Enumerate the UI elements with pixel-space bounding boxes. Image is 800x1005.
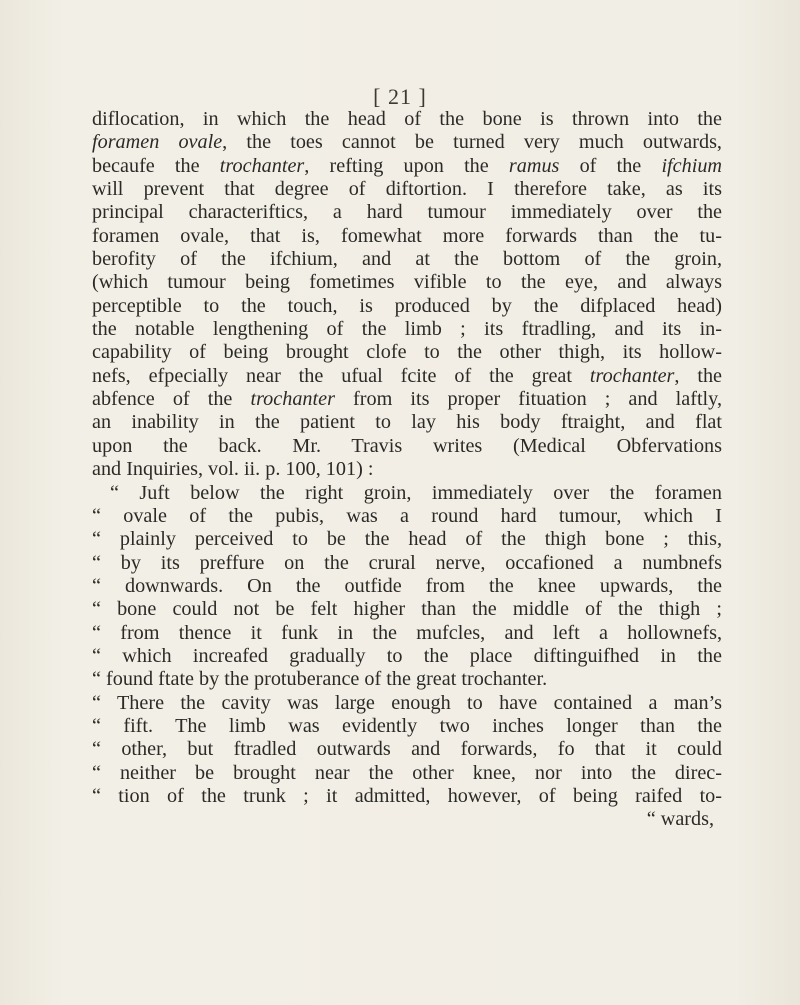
body-text bbox=[92, 108, 722, 832]
quote-line: “ bone could not be felt higher than the middle of the thigh ; bbox=[92, 598, 722, 621]
text-line: and Inquiries, vol. ii. p. 100, 101) : bbox=[92, 458, 374, 481]
text-line: capability of being brought clofe to the other thigh, its hollow- bbox=[92, 341, 722, 364]
quote-line: “ found ftate by the protuberance of the great trochanter. bbox=[92, 668, 548, 691]
text-line: foramen ovale, the toes cannot be turned very much outwards, bbox=[92, 131, 722, 154]
quote-line: “ neither be brought near the other knee, nor into the direc- bbox=[92, 761, 722, 784]
text-line: will prevent that degree of diftortion. I therefore take, as its bbox=[92, 178, 722, 201]
quote-line: “ plainly perceived to be the head of the thigh bone ; this, bbox=[92, 528, 722, 551]
quote-line: “ Juft below the right groin, immediately over the foramen bbox=[110, 481, 722, 504]
quote-line: “ other, but ftradled outwards and forwards, fo that it could bbox=[92, 738, 722, 761]
quote-line: “ downwards. On the outfide from the knee upwards, the bbox=[92, 574, 722, 597]
text-line: the notable lengthening of the limb ; its ftradling, and its in- bbox=[92, 318, 722, 341]
quote-line: “ fift. The limb was evidently two inches longer than the bbox=[92, 714, 722, 737]
text-line: nefs, efpecially near the ufual fcite of the great trochanter, the bbox=[92, 364, 722, 387]
text-line: diflocation, in which the head of the bone is thrown into the bbox=[92, 108, 722, 130]
text-line: berofity of the ifchium, and at the bottom of the groin, bbox=[92, 248, 722, 271]
quote-line: “ from thence it funk in the mufcles, and left a hollownefs, bbox=[92, 621, 722, 644]
catchword: “ wards, bbox=[646, 808, 714, 831]
quote-line: “ by its preffure on the crural nerve, occafioned a numbnefs bbox=[92, 551, 722, 574]
text-line: principal characteriftics, a hard tumour immediately over the bbox=[92, 201, 722, 224]
quote-line: “ tion of the trunk ; it admitted, however, of being raifed to- bbox=[92, 784, 722, 807]
page-number: [ 21 ] bbox=[373, 84, 427, 109]
text-line: (which tumour being fometimes vifible to the eye, and always bbox=[92, 271, 722, 294]
text-line: foramen ovale, that is, fomewhat more forwards than the tu- bbox=[92, 224, 722, 247]
quote-line: “ which increafed gradually to the place diftinguifhed in the bbox=[92, 644, 722, 667]
text-line: becaufe the trochanter, refting upon the ramus of the ifchium bbox=[92, 154, 722, 177]
text-line: abfence of the trochanter from its proper fituation ; and laftly, bbox=[92, 388, 722, 411]
quote-line: “ There the cavity was large enough to have contained a man’s bbox=[92, 691, 722, 714]
text-line: an inability in the patient to lay his body ftraight, and flat bbox=[92, 411, 722, 434]
text-line: perceptible to the touch, is produced by the difplaced head) bbox=[92, 294, 722, 317]
text-line: upon the back. Mr. Travis writes (Medical Obfervations bbox=[92, 434, 722, 457]
quote-line: “ ovale of the pubis, was a round hard tumour, which I bbox=[92, 504, 722, 527]
